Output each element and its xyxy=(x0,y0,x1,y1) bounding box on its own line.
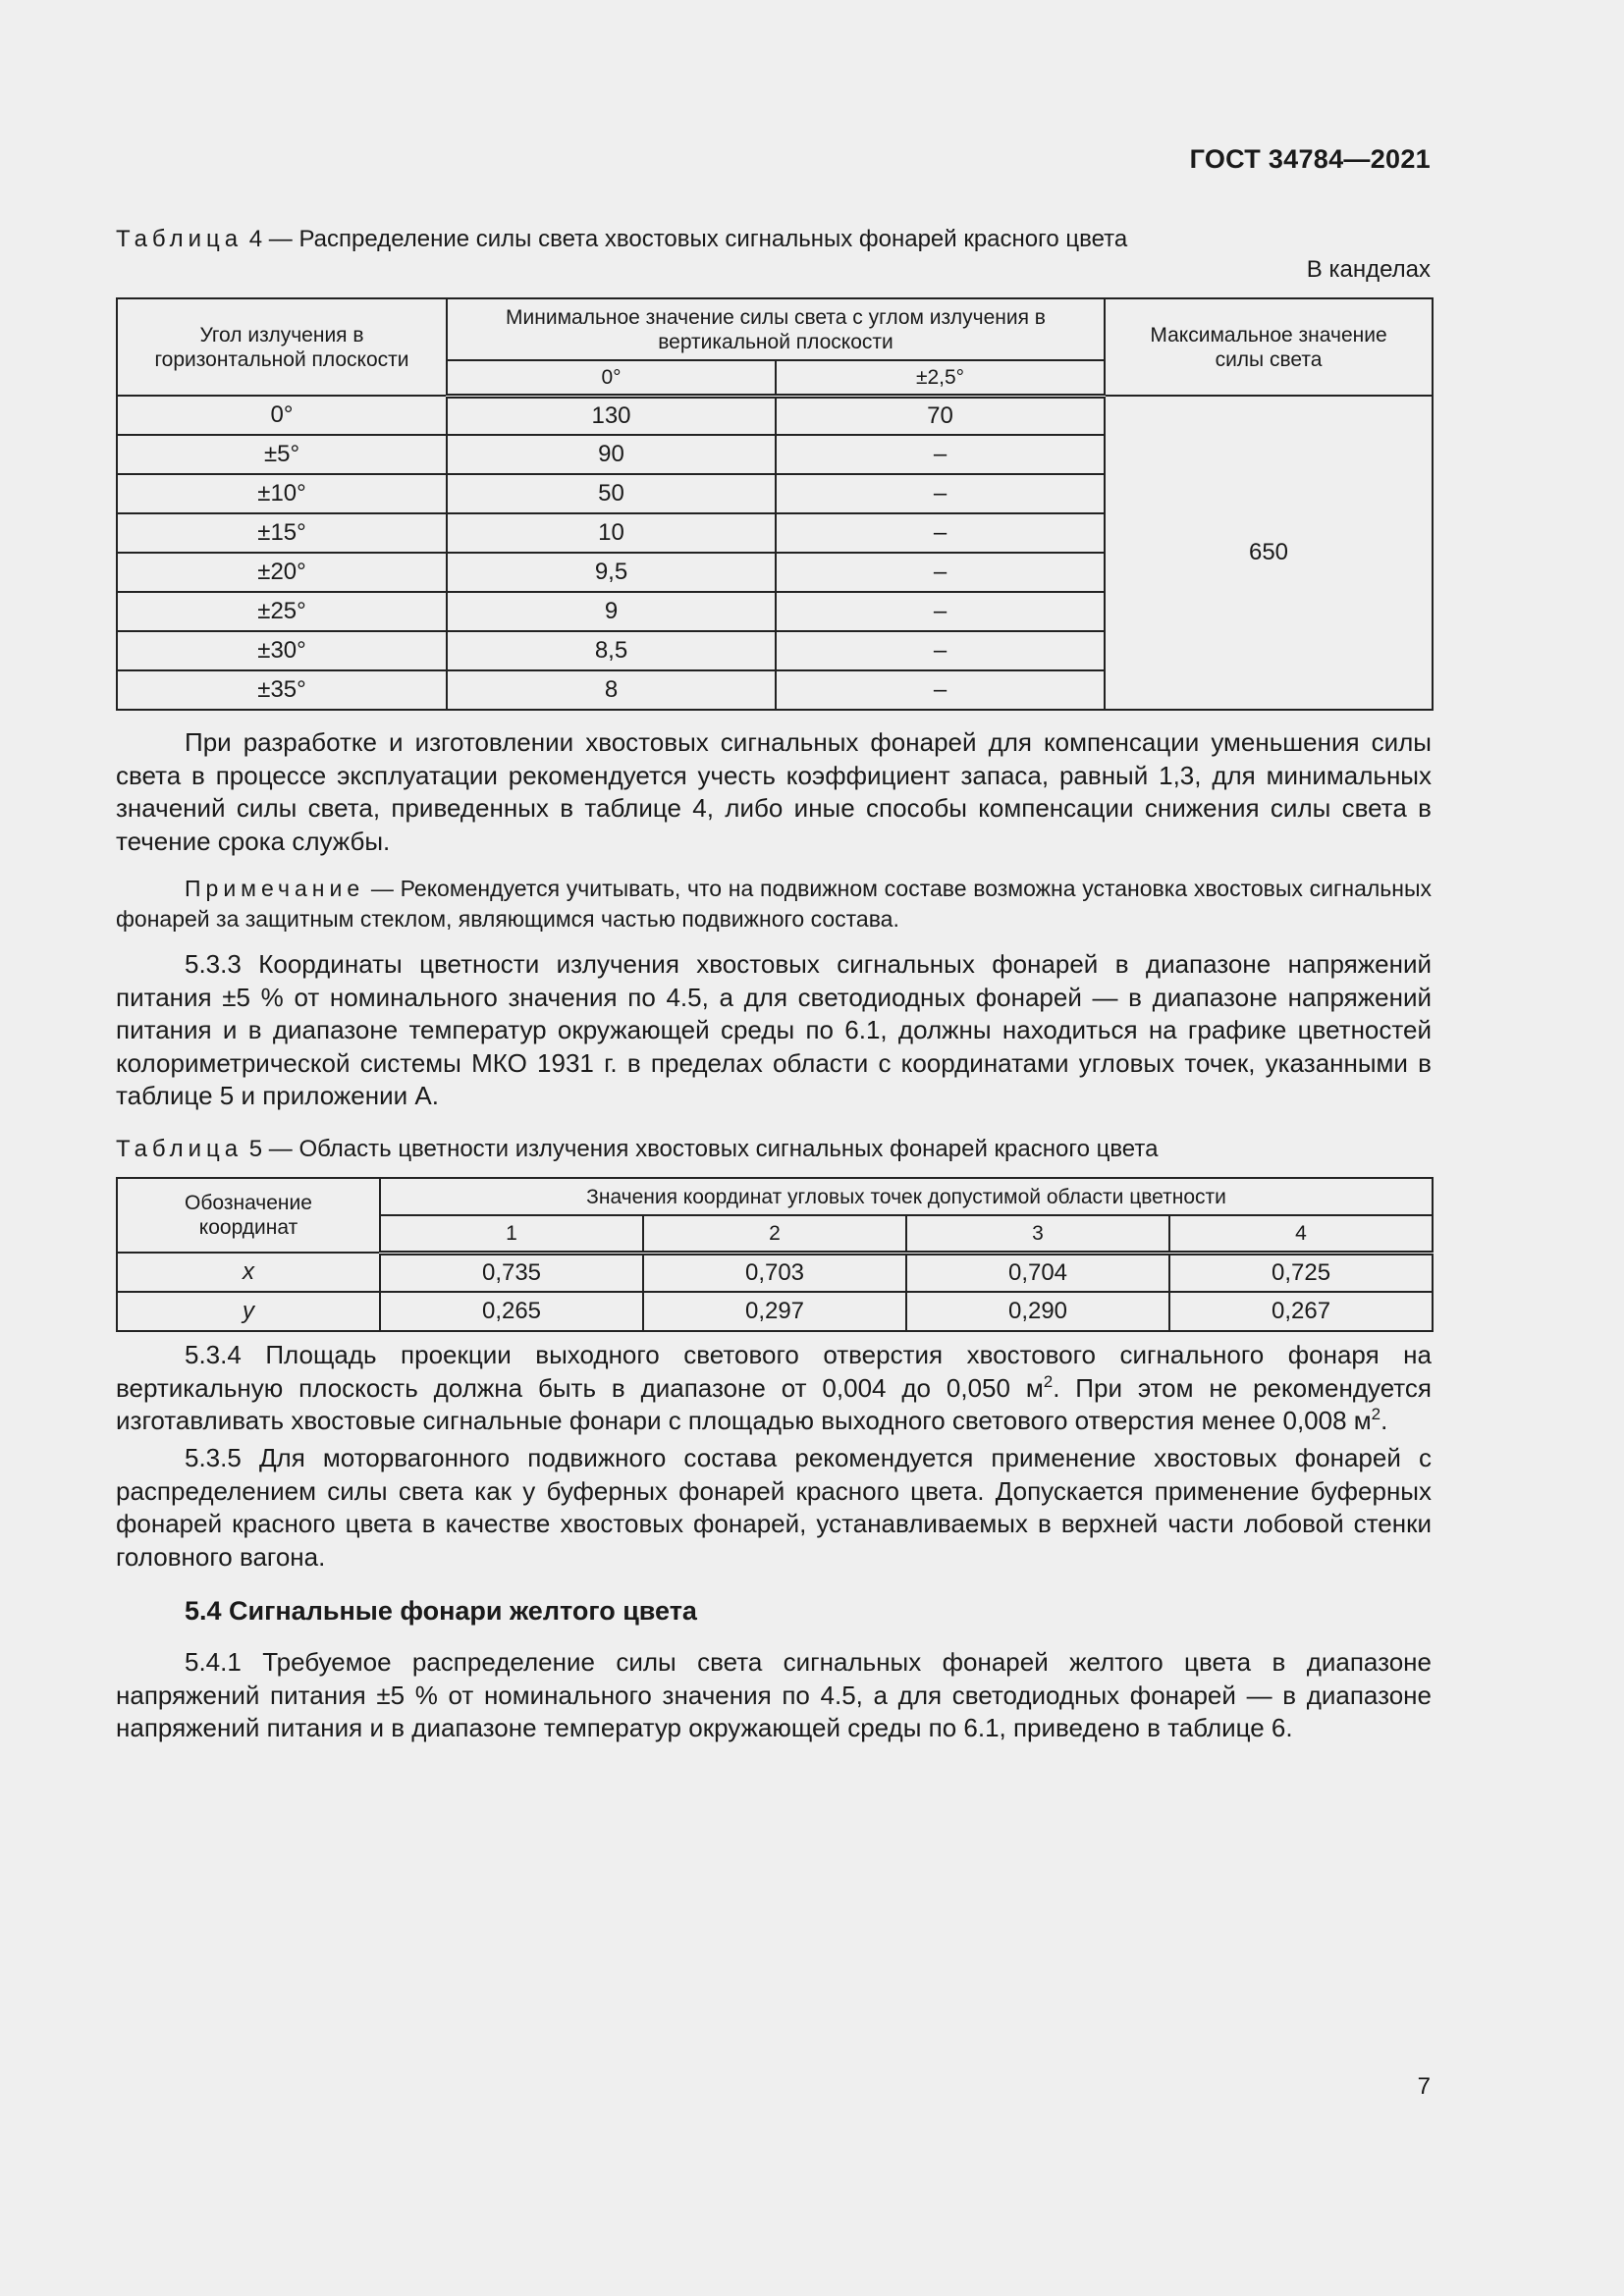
table5-head-coord: Обозначение координат xyxy=(117,1178,380,1253)
superscript: 2 xyxy=(1043,1371,1054,1391)
table-cell: 130 xyxy=(447,396,776,435)
table-cell: 90 xyxy=(447,435,776,474)
paragraph-5-3-5 xyxy=(116,1442,1432,1574)
superscript: 2 xyxy=(1371,1405,1381,1423)
table-cell: ±15° xyxy=(117,513,447,553)
table-cell: y xyxy=(117,1292,380,1331)
table-cell: – xyxy=(776,435,1105,474)
paragraph-compensation xyxy=(116,726,1432,858)
table4-unit: В канделах xyxy=(1306,256,1431,283)
table-cell: 0,703 xyxy=(643,1253,906,1292)
table4-head-v0: 0° xyxy=(447,360,776,396)
note-text: — Рекомендуется учитывать, что на подвижном составе возможна установка хвостовых сигнальных фонарей за защитным стеклом, являющимся частью подвижного состава. xyxy=(116,876,1432,932)
table-cell: 0,735 xyxy=(380,1253,643,1292)
table4-max-value: 650 xyxy=(1105,396,1433,710)
table5-col-3: 3 xyxy=(906,1215,1169,1253)
table5-col-1: 1 xyxy=(380,1215,643,1253)
table-cell: – xyxy=(776,592,1105,631)
table-cell: – xyxy=(776,631,1105,670)
page-number: 7 xyxy=(1417,2073,1431,2100)
table-cell: – xyxy=(776,553,1105,592)
table-cell: ±35° xyxy=(117,670,447,710)
table4-caption xyxy=(116,226,1127,253)
table-cell: ±20° xyxy=(117,553,447,592)
table-cell: 70 xyxy=(776,396,1105,435)
paragraph-5-4-1 xyxy=(116,1646,1432,1745)
table-cell: – xyxy=(776,474,1105,513)
table4-caption-text: 4 — Распределение силы света хвостовых сигнальных фонарей красного цвета xyxy=(243,226,1128,252)
table-cell: 0,267 xyxy=(1169,1292,1433,1331)
paragraph-5-3-4 xyxy=(116,1339,1432,1438)
table-cell: 8,5 xyxy=(447,631,776,670)
note xyxy=(116,874,1432,934)
paragraph-5-3-3 xyxy=(116,948,1432,1113)
table5-head-values: Значения координат угловых точек допустимой области цветности xyxy=(380,1178,1433,1215)
table-cell: 0,265 xyxy=(380,1292,643,1331)
table-cell: 9 xyxy=(447,592,776,631)
table4-caption-word: Таблица xyxy=(116,226,244,252)
document-code: ГОСТ 34784—2021 xyxy=(1189,144,1431,174)
table5 xyxy=(116,1177,1434,1332)
paragraph-5-3-5-text: 5.3.5 Для моторвагонного подвижного состава рекомендуется применение хвостовых фонарей с распределением силы света как у буферных фонарей красного цвета. Допускается применение буферных фонарей красного цвета в качестве хвостовых фонарей, устанавливаемых в верхней части лобовой стенки головного вагона. xyxy=(116,1443,1432,1572)
table4-head-angle: Угол излучения в горизонтальной плоскости xyxy=(117,298,447,396)
paragraph-5-4-1-text: 5.4.1 Требуемое распределение силы света сигнальных фонарей желтого цвета в диапазоне напряжений питания ±5 % от номинального значения по 4.5, а для светодиодных фонарей — в диапазоне напряжений питания и в диапазоне температур окружающей среды по 6.1, приведено в таблице 6. xyxy=(116,1647,1432,1742)
table4-head-max: Максимальное значение силы света xyxy=(1105,298,1433,396)
table4 xyxy=(116,297,1434,711)
paragraph-5-3-4-text-3: . xyxy=(1380,1406,1388,1435)
table-cell: 0,725 xyxy=(1169,1253,1433,1292)
table-cell: – xyxy=(776,670,1105,710)
table-cell: ±5° xyxy=(117,435,447,474)
paragraph-compensation-text: При разработке и изготовлении хвостовых сигнальных фонарей для компенсации уменьшения силы света в процессе эксплуатации рекомендуется учесть коэффициент запаса, равный 1,3, для минимальных значений силы света, приведенных в таблице 4, либо иные способы компенсации снижения силы света в течение срока службы. xyxy=(116,727,1432,856)
table-cell: x xyxy=(117,1253,380,1292)
table-cell: ±30° xyxy=(117,631,447,670)
section-heading: 5.4 Сигнальные фонари желтого цвета xyxy=(185,1596,697,1626)
table5-caption-text: 5 — Область цветности излучения хвостовых сигнальных фонарей красного цвета xyxy=(243,1136,1159,1162)
table-cell: 9,5 xyxy=(447,553,776,592)
table5-caption-word: Таблица xyxy=(116,1136,244,1162)
table-cell: ±25° xyxy=(117,592,447,631)
table4-head-min: Минимальное значение силы света с углом излучения в вертикальной плоскости xyxy=(447,298,1105,360)
table-cell: 0,297 xyxy=(643,1292,906,1331)
table5-col-4: 4 xyxy=(1169,1215,1433,1253)
table-cell: ±10° xyxy=(117,474,447,513)
note-label: Примечание xyxy=(185,876,365,901)
paragraph-5-3-3-text: 5.3.3 Координаты цветности излучения хвостовых сигнальных фонарей в диапазоне напряжений питания ±5 % от номинального значения по 4.5, а для светодиодных фонарей — в диапазоне напряжений питания и в диапазоне температур окружающей среды по 6.1, должны находиться на графике цветностей колориметрической системы МКО 1931 г. в пределах области с координатами угловых точек, указанными в таблице 5 и приложении А. xyxy=(116,949,1432,1110)
table-cell: 10 xyxy=(447,513,776,553)
table5-col-2: 2 xyxy=(643,1215,906,1253)
table-cell: 0° xyxy=(117,396,447,435)
table-cell: 0,704 xyxy=(906,1253,1169,1292)
paragraph-5-3-4-text-1: 5.3.4 Площадь проекции выходного светового отверстия хвостового сигнального фонаря на вертикальную плоскость должна быть в диапазоне от 0,004 до 0,050 м xyxy=(116,1340,1432,1403)
table-cell: 8 xyxy=(447,670,776,710)
table5-caption xyxy=(116,1136,1158,1163)
table-cell: 0,290 xyxy=(906,1292,1169,1331)
table-cell: 50 xyxy=(447,474,776,513)
table-cell: – xyxy=(776,513,1105,553)
table4-head-v25: ±2,5° xyxy=(776,360,1105,396)
paragraph-5-3-4-text-2: . При этом не рекомендуется изготавливать хвостовые сигнальные фонари с площадью выходного светового отверстия менее 0,008 м xyxy=(116,1372,1432,1435)
